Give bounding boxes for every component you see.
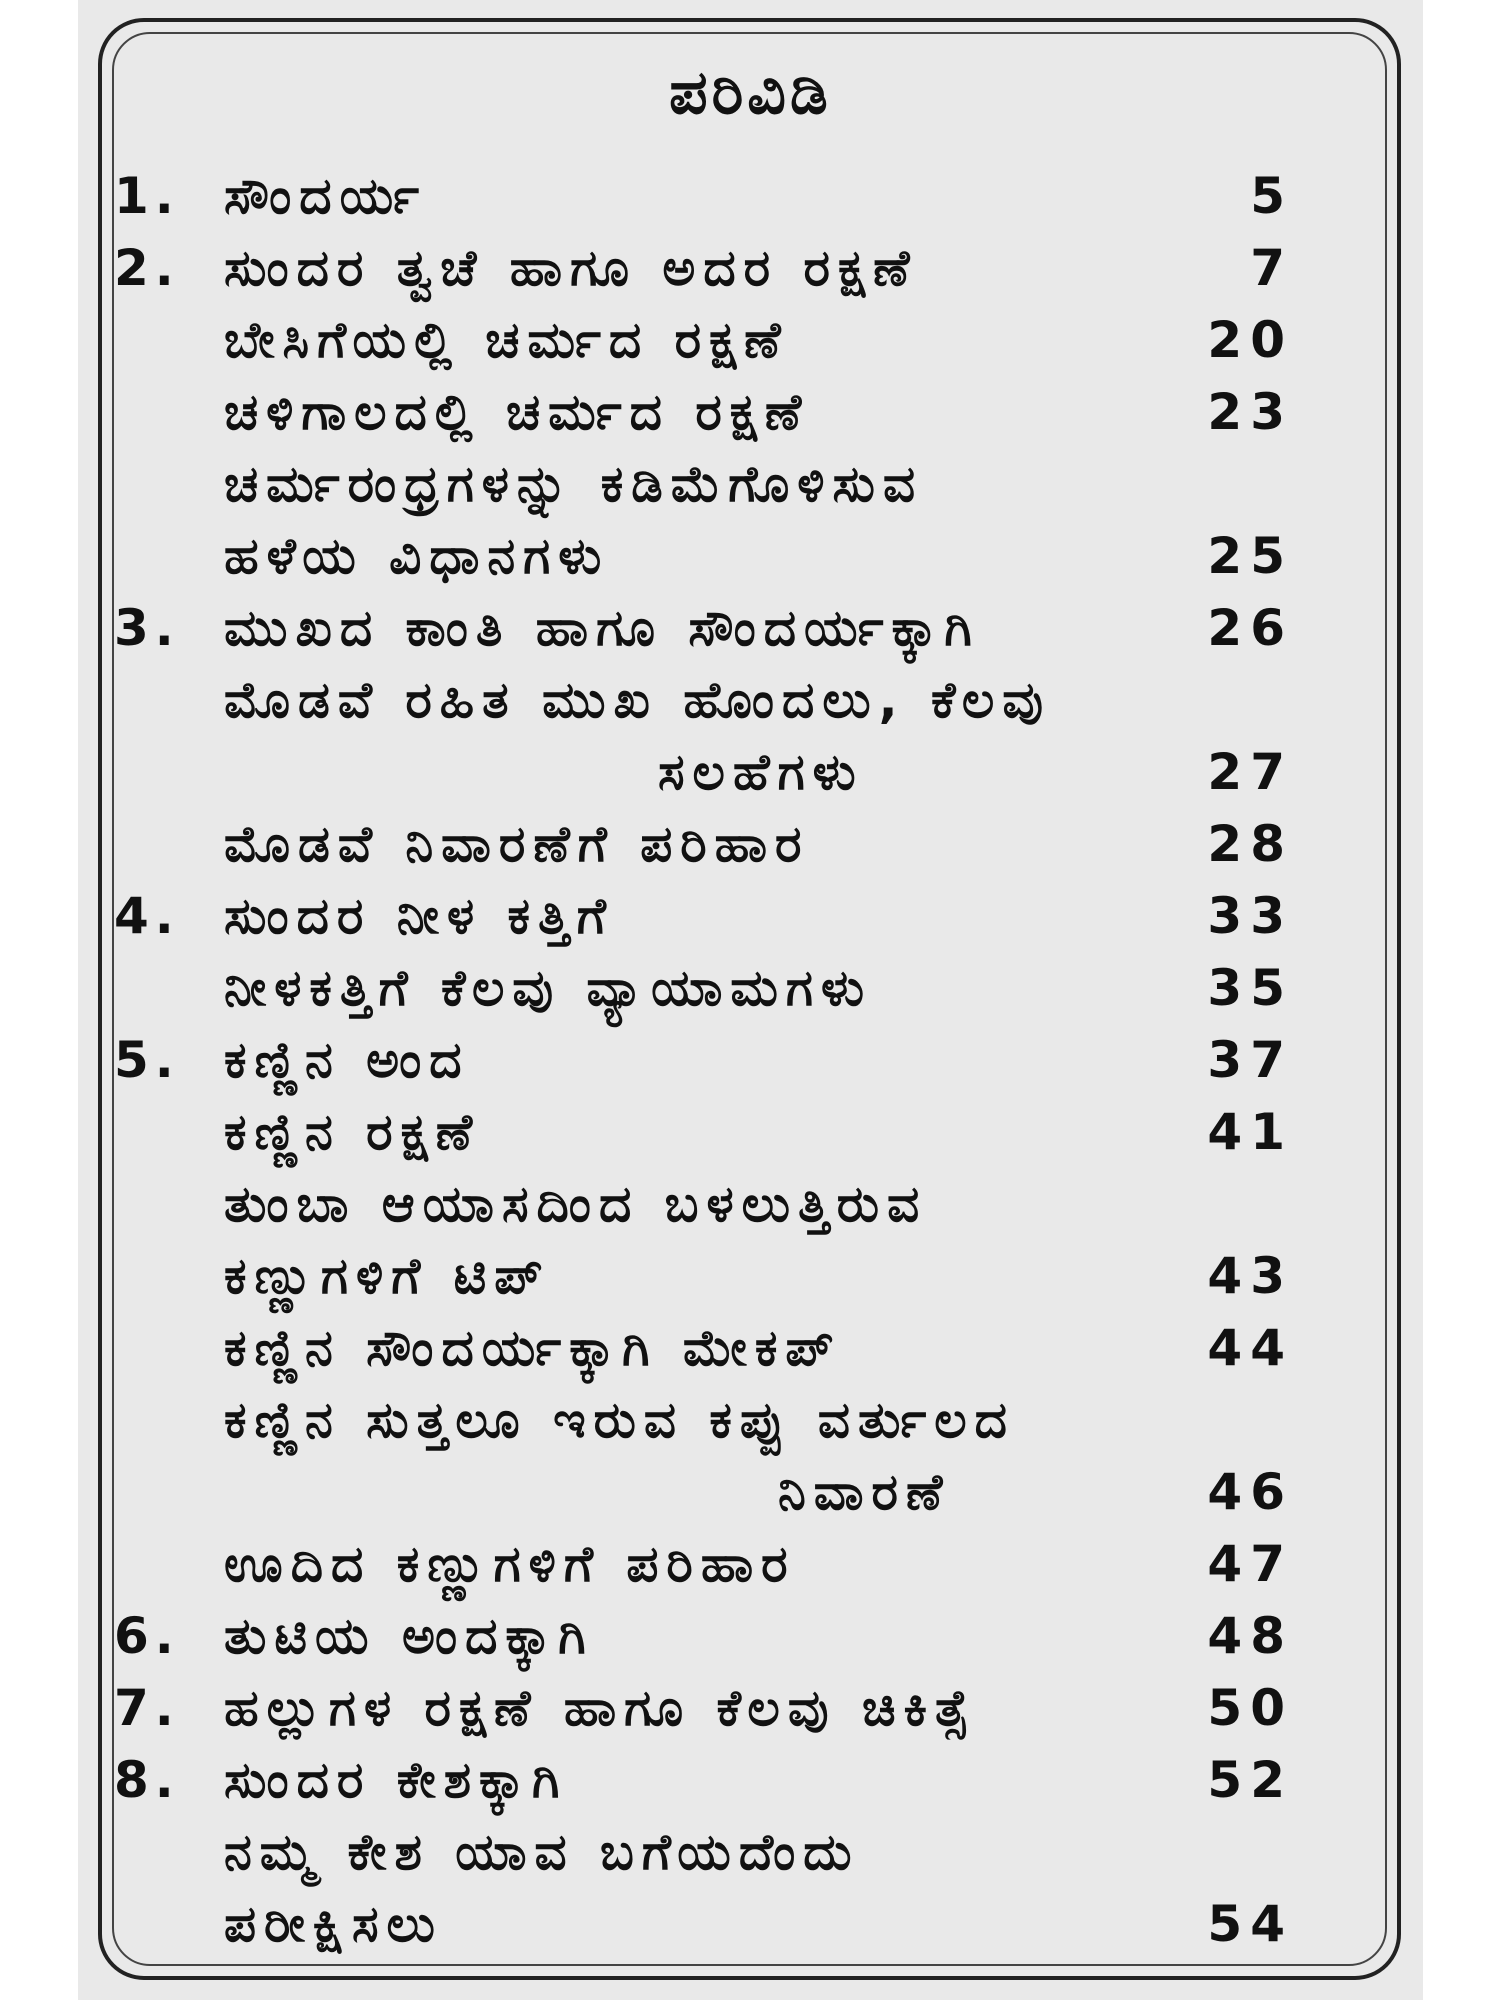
toc-row (78, 1602, 1423, 1670)
page-number: 7 (1250, 239, 1293, 297)
chapter-number: 7. (114, 1679, 180, 1737)
toc-row (78, 1890, 1423, 1958)
chapter-number: 6. (114, 1607, 180, 1665)
entry-title: ನೀಳಕತ್ತಿಗೆ ಕೆಲವು ವ್ಯಾಯಾಮಗಳು (224, 959, 873, 1017)
entry-title: ಕಣ್ಣಿನ ಸುತ್ತಲೂ ಇರುವ ಕಪ್ಪು ವರ್ತುಲದ (224, 1391, 1015, 1449)
toc-row (78, 162, 1423, 230)
entry-title: ಕಣ್ಣಿನ ಅಂದ (224, 1031, 470, 1089)
page-number: 48 (1207, 1607, 1293, 1665)
chapter-number: 3. (114, 599, 180, 657)
page-number: 27 (1207, 743, 1293, 801)
page-number: 23 (1207, 383, 1293, 441)
page-number: 44 (1207, 1319, 1293, 1377)
chapter-number: 5. (114, 1031, 180, 1089)
toc-row (78, 1314, 1423, 1382)
page-number: 54 (1207, 1895, 1293, 1953)
page-number: 5 (1250, 167, 1293, 225)
toc-row (78, 1674, 1423, 1742)
toc-row (78, 666, 1423, 734)
toc-row (78, 1386, 1423, 1454)
page-number: 50 (1207, 1679, 1293, 1737)
page-number: 33 (1207, 887, 1293, 945)
entry-title: ತುಂಬಾ ಆಯಾಸದಿಂದ ಬಳಲುತ್ತಿರುವ (224, 1175, 928, 1233)
book-page (78, 0, 1423, 2000)
entry-title: ಸುಂದರ ಕೇಶಕ್ಕಾಗಿ (224, 1751, 568, 1809)
entry-title: ತುಟಿಯ ಅಂದಕ್ಕಾಗಿ (224, 1607, 594, 1665)
toc-row (78, 1098, 1423, 1166)
entry-title: ಸುಂದರ ತ್ವಚೆ ಹಾಗೂ ಅದರ ರಕ್ಷಣೆ (224, 239, 918, 297)
toc-row (78, 522, 1423, 590)
entry-title: ಚಳಿಗಾಲದಲ್ಲಿ ಚರ್ಮದ ರಕ್ಷಣೆ (224, 383, 810, 441)
chapter-number: 8. (114, 1751, 180, 1809)
page-number: 43 (1207, 1247, 1293, 1305)
page-number: 46 (1207, 1463, 1293, 1521)
page-number: 20 (1207, 311, 1293, 369)
toc-row (78, 1026, 1423, 1094)
chapter-number: 4. (114, 887, 180, 945)
entry-title: ಪರೀಕ್ಷಿಸಲು (224, 1895, 443, 1953)
entry-title: ಕಣ್ಣಿನ ಸೌಂದರ್ಯಕ್ಕಾಗಿ ಮೇಕಪ್ (224, 1319, 842, 1377)
entry-title: ಸೌಂದರ್ಯ (224, 167, 428, 225)
toc-row (78, 1530, 1423, 1598)
toc-row (78, 1818, 1423, 1886)
toc-row (78, 306, 1423, 374)
page-number: 41 (1207, 1103, 1293, 1161)
page-number: 37 (1207, 1031, 1293, 1089)
entry-title: ಚರ್ಮರಂಧ್ರಗಳನ್ನು ಕಡಿಮೆಗೊಳಿಸುವ (224, 455, 924, 513)
chapter-number: 1. (114, 167, 180, 225)
entry-title: ಮೊಡವೆ ನಿವಾರಣೆಗೆ ಪರಿಹಾರ (224, 815, 810, 873)
toc-row (78, 1458, 1423, 1526)
page-number: 35 (1207, 959, 1293, 1017)
toc-row (78, 954, 1423, 1022)
entry-title: ಬೇಸಿಗೆಯಲ್ಲಿ ಚರ್ಮದ ರಕ್ಷಣೆ (224, 311, 789, 369)
page-number: 28 (1207, 815, 1293, 873)
page-number: 26 (1207, 599, 1293, 657)
entry-title: ಮುಖದ ಕಾಂತಿ ಹಾಗೂ ಸೌಂದರ್ಯಕ್ಕಾಗಿ (224, 599, 980, 657)
entry-title: ನಮ್ಮ ಕೇಶ ಯಾವ ಬಗೆಯದೆಂದು (224, 1823, 860, 1881)
entry-title: ನಿವಾರಣೆ (778, 1463, 951, 1521)
entry-title: ಊದಿದ ಕಣ್ಣುಗಳಿಗೆ ಪರಿಹಾರ (224, 1535, 796, 1593)
toc-row (78, 738, 1423, 806)
toc-row (78, 234, 1423, 302)
entry-title: ಹಳೆಯ ವಿಧಾನಗಳು (224, 527, 610, 585)
entry-title: ಮೊಡವೆ ರಹಿತ ಮುಖ ಹೊಂದಲು, ಕೆಲವು (224, 671, 1052, 729)
toc-row (78, 810, 1423, 878)
page-number: 25 (1207, 527, 1293, 585)
page-number: 47 (1207, 1535, 1293, 1593)
toc-row (78, 1170, 1423, 1238)
entry-title: ಕಣ್ಣುಗಳಿಗೆ ಟಿಪ್ (224, 1247, 551, 1305)
page-number: 52 (1207, 1751, 1293, 1809)
entry-title: ಸುಂದರ ನೀಳ ಕತ್ತಿಗೆ (224, 887, 614, 945)
toc-row (78, 594, 1423, 662)
entry-title: ಹಲ್ಲುಗಳ ರಕ್ಷಣೆ ಹಾಗೂ ಕೆಲವು ಚಿಕಿತ್ಸೆ (224, 1679, 977, 1737)
entry-title: ಸಲಹೆಗಳು (658, 743, 864, 801)
toc-row (78, 1746, 1423, 1814)
toc-row (78, 1242, 1423, 1310)
toc-row (78, 378, 1423, 446)
entry-title: ಕಣ್ಣಿನ ರಕ್ಷಣೆ (224, 1103, 481, 1161)
toc-row (78, 450, 1423, 518)
chapter-number: 2. (114, 239, 180, 297)
page-title: ಪರಿವಿಡಿ (669, 58, 832, 128)
toc-row (78, 882, 1423, 950)
